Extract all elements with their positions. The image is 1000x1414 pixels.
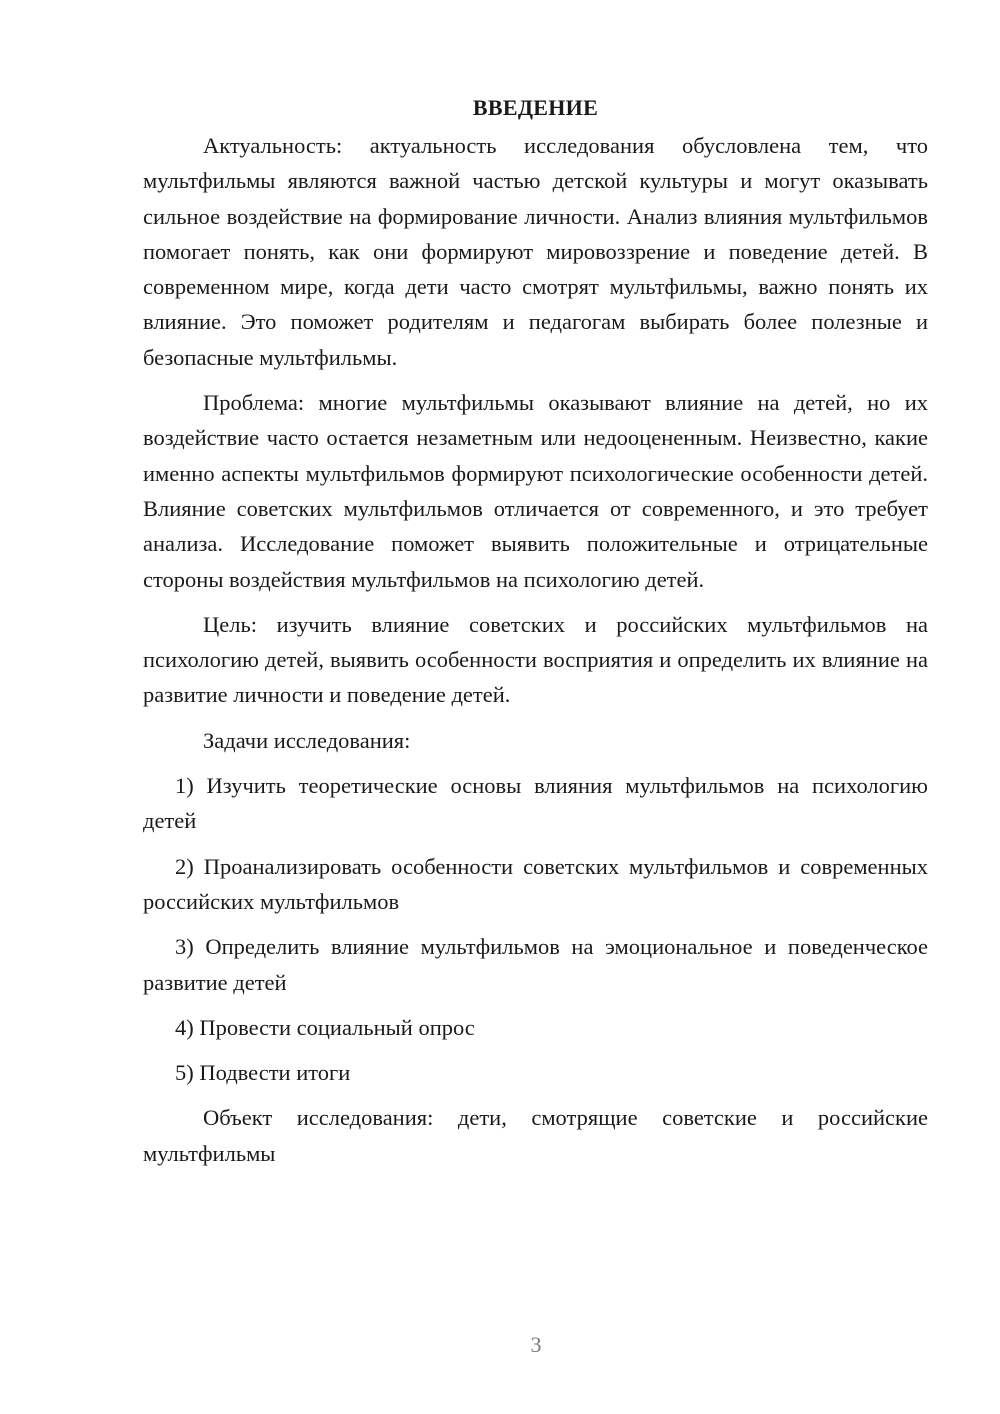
task-item: 2) Проанализировать особенности советских мультфильмов и современных российских мультфильмов: [143, 853, 928, 914]
problem-paragraph: Проблема: многие мультфильмы оказывают влияние на детей, но их воздействие часто остается незаметным или недооцененным. Неизвестно, какие именно аспекты мультфильмов формируют психологические особенности детей. Влияние советских мультфильмов отличается от современного, и это требует анализа. Исследование поможет выявить положительные и отрицательные стороны воздействия мультфильмов на психологию детей.: [143, 390, 928, 592]
object-paragraph: Объект исследования: дети, смотрящие советские и российские мультфильмы: [143, 1105, 928, 1166]
task-item: 4) Провести социальный опрос: [175, 1014, 475, 1040]
task-item: 5) Подвести итоги: [175, 1060, 351, 1086]
document-page: [143, 92, 928, 1181]
relevance-paragraph: Актуальность: актуальность исследования обусловлена тем, что мультфильмы являются важной частью детской культуры и могут оказывать сильное воздействие на формирование личности. Анализ влияния мультфильмов помогает понять, как они формируют мировоззрение и поведение детей. В современном мире, когда дети часто смотрят мультфильмы, важно понять их влияние. Это поможет родителям и педагогам выбирать более полезные и безопасные мультфильмы.: [143, 133, 928, 370]
page-number: 3: [530, 1332, 542, 1357]
section-title: ВВЕДЕНИЕ: [472, 95, 599, 120]
goal-paragraph: Цель: изучить влияние советских и российских мультфильмов на психологию детей, выявить особенности восприятия и определить их влияние на развитие личности и поведение детей.: [143, 611, 928, 708]
task-item: 1) Изучить теоретические основы влияния мультфильмов на психологию детей: [143, 773, 928, 834]
tasks-heading: Задачи исследования:: [203, 727, 411, 753]
task-item: 3) Определить влияние мультфильмов на эмоциональное и поведенческое развитие детей: [143, 934, 928, 995]
